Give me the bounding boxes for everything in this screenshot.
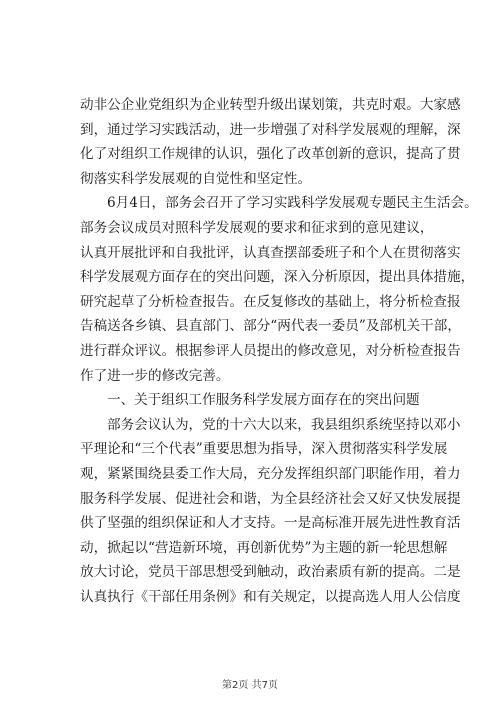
text-line: 部务会议认为，党的十六大以来，我县组织系统坚持以邓小 xyxy=(107,416,461,433)
text-line: 认真开展批评和自我批评，认真查摆部委班子和个人在贯彻落实 xyxy=(80,244,461,261)
text-line: 6月4日，部务会召开了学习实践科学发展观专题民主生活会。 xyxy=(107,195,478,212)
text-line: 一、关于组织工作服务科学发展方面存在的突出问题 xyxy=(107,392,420,409)
text-line: 部务会议成员对照科学发展观的要求和征求到的意见建议， xyxy=(80,219,434,236)
text-line: 供了坚强的组织保证和人才支持。一是高标准开展先进性教育活 xyxy=(80,515,461,532)
text-line: 服务科学发展、促进社会和谐，为全县经济社会又好又快发展提 xyxy=(80,490,461,507)
text-line: 进行群众评议。根据参评人员提出的修改意见，对分析检查报告 xyxy=(80,342,461,359)
text-line: 放大讨论，党员干部思想受到触动，政治素质有新的提高。二是 xyxy=(80,564,461,581)
page-footer: 第2页 共7页 xyxy=(222,680,278,691)
text-line: 彻落实科学发展观的自觉性和坚定性。 xyxy=(80,170,312,187)
document-body xyxy=(80,93,478,609)
text-line: 动非公企业党组织为企业转型升级出谋划策，共克时艰。大家感 xyxy=(80,97,461,113)
text-line: 化了对组织工作规律的认识，强化了改革创新的意识，提高了贯 xyxy=(80,146,461,163)
text-line: 平理论和“三个代表”重要思想为指导，深入贯彻落实科学发展 xyxy=(80,441,448,458)
text-line: 研究起草了分析检查报告。在反复修改的基础上，将分析检查报 xyxy=(80,293,461,310)
text-line: 到，通过学习实践活动，进一步增强了对科学发展观的理解，深 xyxy=(80,121,461,138)
text-line: 认真执行《干部任用条例》和有关规定，以提高选人用人公信度 xyxy=(80,588,461,605)
text-line: 科学发展观方面存在的突出问题，深入分析原因，提出具体措施， xyxy=(80,269,475,286)
text-line: 告稿送各乡镇、县直部门、部分“两代表一委员”及部机关干部， xyxy=(80,318,461,335)
text-line: 动，掀起以“营造新环境，再创新优势”为主题的新一轮思想解 xyxy=(80,539,448,556)
text-line: 观，紧紧围绕县委工作大局，充分发挥组织部门职能作用，着力 xyxy=(80,465,461,482)
text-line: 作了进一步的修改完善。 xyxy=(80,367,230,384)
